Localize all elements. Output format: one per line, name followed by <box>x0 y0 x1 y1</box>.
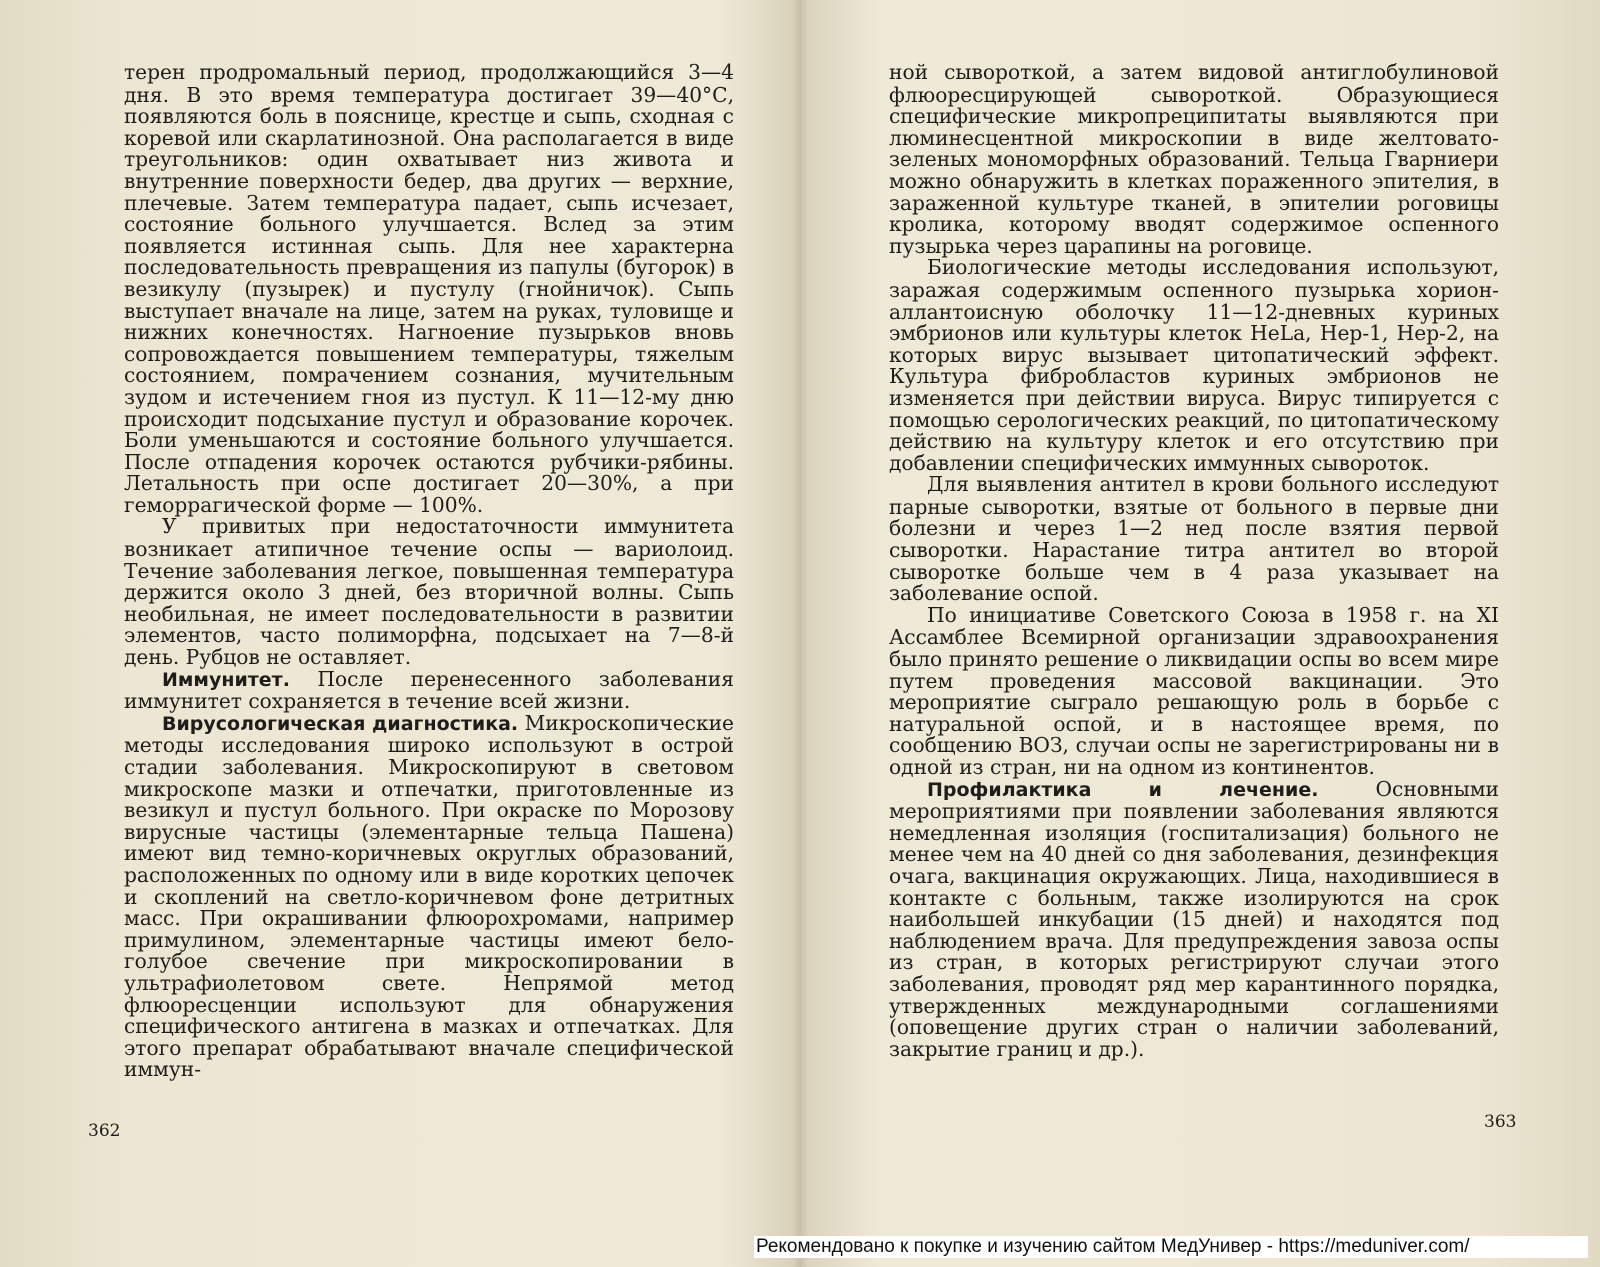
watermark-text: Рекомендовано к покупке и изучению сайтом МедУнивер - https://meduniver.com/ <box>754 1236 1588 1258</box>
paragraph-text: ной сывороткой, а затем видовой антиглобулиновой флюоресцирующей сывороткой. Образующиеся специфические микропреципитаты выявляются при люминесцентной микроскопии в виде желтовато-зеленых мономорфных образований. Тельца Гварниери можно обнаружить в клетках пораженного эпителия, в зараженной культуре тканей, в эпителии роговицы кролика, которому вводят содержимое оспенного пузырька через царапины на роговице. <box>889 60 1499 258</box>
paragraph-text: Основными мероприятиями при появлении заболевания являются немедленная изоляция (госпитализация) больного не менее чем на 40 дней со дня заболевания, дезинфекция очага, вакцинация окружающих. Лица, находившиеся в контакте с больным, также изолируются на срок наибольшей инкубации (15 дней) и находятся под наблюдением врача. Для предупреждения завоза оспы из стран, в которых регистрируют случаи этого заболевания, проводят ряд мер карантинного порядка, утвержденных международными соглашениями (оповещение других стран о наличии заболеваний, закрытие границ и др.). <box>889 776 1499 1061</box>
paragraph-text: После перенесенного заболевания иммунитет сохраняется в течение всей жизни. <box>124 666 734 714</box>
paragraph <box>889 257 1499 474</box>
page-number-left: 362 <box>88 1121 121 1141</box>
paragraph-text: По инициативе Советского Союза в 1958 г. на XI Ассамблее Всемирной организации здравоохранения было принято решение о ликвидации оспы во всем мире путем проведения массовой вакцинации. Это мероприятие сыграло решающую роль в борьбе с натуральной оспой, и в настоящее время, по сообщению ВОЗ, случаи оспы не зарегистрированы ни в одной из стран, ни на одном из континентов. <box>889 602 1499 779</box>
paragraph <box>124 62 734 516</box>
paragraph <box>889 776 1499 1061</box>
section-heading-immunity: Иммунитет. <box>162 668 290 691</box>
section-heading-diagnostics: Вирусологическая диагностика. <box>162 712 519 735</box>
left-page-text <box>124 62 734 1081</box>
paragraph-text: У привитых при недостаточности иммунитета возникает атипичное течение оспы — вариолоид. Течение заболевания легкое, повышенная температура держится около 3 дней, без вторичной волны. Сыпь необильная, не имеет последовательности в развитии элементов, часто полиморфна, подсыхает на 7—8-й день. Рубцов не оставляет. <box>124 514 734 670</box>
page-number-right: 363 <box>1484 1112 1517 1132</box>
paragraph-text: терен продромальный период, продолжающийся 3—4 дня. В это время температура достигает 39—40°С, появляются боль в пояснице, крестце и сыпь, сходная с коревой или скарлатинозной. Она располагается в виде треугольников: один охватывает низ живота и внутренние поверхности бедер, два других — верхние, плечевые. Затем температура падает, сыпь исчезает, состояние больного улучшается. Вслед за этим появляется истинная сыпь. Для нее характерна последовательность превращения из папулы (бугорок) в везикулу (пузырек) и пустулу (гнойничок). Сыпь выступает вначале на лице, затем на руках, туловище и нижних конечностях. Нагноение пузырьков вновь сопровождается повышением температуры, тяжелым состоянием, помрачением сознания, мучительным зудом и истечением гноя из пустул. К 11—12-му дню происходит подсыхание пустул и образование корочек. Боли уменьшаются и состояние больного улучшается. После отпадения корочек остаются рубчики-рябины. Летальность при оспе достигает 20—30%, а при геморрагической форме — 100%. <box>124 60 734 517</box>
right-page-text <box>889 62 1499 1060</box>
paragraph <box>124 710 735 1082</box>
paragraph <box>889 62 1499 257</box>
paragraph <box>124 516 734 668</box>
paragraph <box>889 474 1499 605</box>
paragraph <box>124 666 734 714</box>
paragraph <box>889 602 1499 779</box>
paragraph-text: Для выявления антител в крови больного исследуют парные сыворотки, взятые от больного в первые дни болезни и через 1—2 нед после взятия первой сыворотки. Нарастание титра антител во второй сыворотке больше чем в 4 раза указывает на заболевание оспой. <box>889 472 1499 606</box>
section-heading-prevention: Профилактика и лечение. <box>927 778 1319 801</box>
paragraph-text: Биологические методы исследования используют, заражая содержимым оспенного пузырька хорион-аллантоисную оболочку 11—12-дневных куриных эмбрионов или культуры клеток HeLa, Hep-1, Hep-2, на которых вирус вызывает цитопатический эффект. Культура фибробластов куриных эмбрионов не изменяется при действии вируса. Вирус типируется с помощью серологических реакций, по цитопатическому действию на культуру клеток и его отсутствию при добавлении специфических иммунных сывороток. <box>889 255 1499 475</box>
paragraph-text: Микроскопические методы исследования широко используют в острой стадии заболевания. Микроскопируют в световом микроскопе мазки и отпечатки, приготовленные из везикул и пустул больного. При окраске по Морозову вирусные частицы (элементарные тельца Пашена) имеют вид темно-коричневых округлых образований, расположенных по одному или в виде коротких цепочек и скоплений на светло-коричневом фоне детритных масс. При окрашивании флюорохромами, например примулином, элементарные частицы имеют бело-голубое свечение при микроскопировании в ультрафиолетовом свете. Непрямой метод флюоресценции используют для обнаружения специфического антигена в мазках и отпечатках. Для этого препарат обрабатывают вначале специфической иммун- <box>124 710 735 1082</box>
